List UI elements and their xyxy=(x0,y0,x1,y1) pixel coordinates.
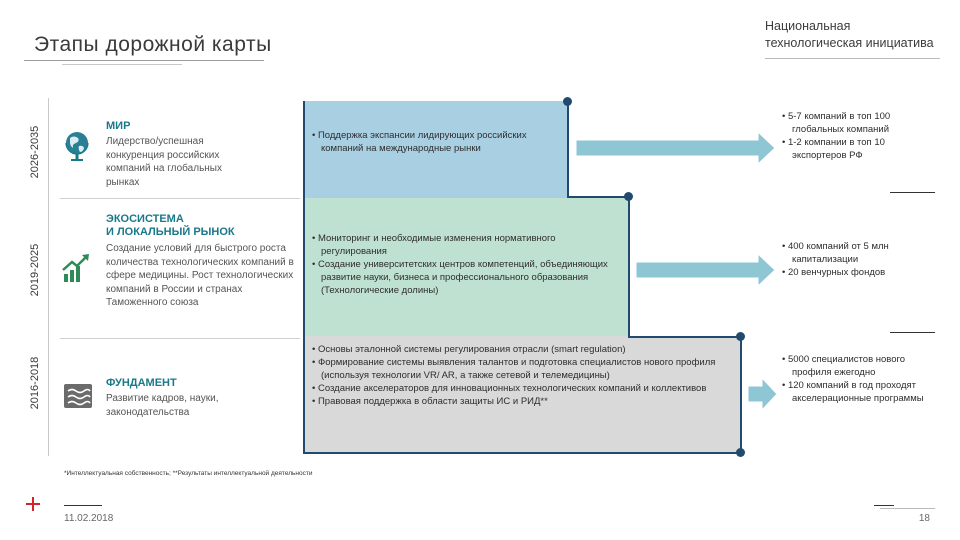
footnote: *Интеллектуальная собственность; **Результаты интеллектуальной деятельности xyxy=(64,470,313,477)
row-heading-foundation: ФУНДАМЕНТ xyxy=(106,377,177,389)
result-item: • 400 компаний от 5 млн капитализации xyxy=(782,241,889,265)
title-underline xyxy=(24,60,264,61)
bullet-item: • Мониторинг и необходимые изменения нормативного регулирования xyxy=(312,233,556,257)
step-line xyxy=(303,101,305,453)
brand-logo-text xyxy=(765,18,934,52)
period-label-2016-2018: 2016-2018 xyxy=(29,356,41,410)
period-label-2019-2025: 2019-2025 xyxy=(29,243,41,297)
footer-line xyxy=(64,505,102,506)
page-number: 18 xyxy=(918,513,930,524)
bullet-item: • Создание университетских центров компетенций, объединяющих развитие науки, бизнеса и профессионального образования (Технологические долины) xyxy=(312,259,608,296)
bullet-item: • Правовая поддержка в области защиты ИС и РИД** xyxy=(312,396,548,407)
row-heading-ecosystem-line2: И ЛОКАЛЬНЫЙ РЫНОК xyxy=(106,226,235,238)
period-label-2026-2035: 2026-2035 xyxy=(29,125,41,179)
arrow-right-icon xyxy=(576,132,776,164)
result-item: • 20 венчурных фондов xyxy=(782,267,886,278)
arrow-right-icon xyxy=(748,378,778,410)
results-ecosystem xyxy=(782,240,940,279)
step-line xyxy=(628,336,742,338)
row-separator xyxy=(60,198,300,199)
result-item: • 5000 специалистов нового профиля ежегодно xyxy=(782,354,906,378)
row-heading-ecosystem xyxy=(106,213,235,239)
page-title: Этапы дорожной карты xyxy=(34,33,272,56)
period-axis-line xyxy=(48,98,49,456)
step-dot xyxy=(624,192,633,201)
stage-bullets-ecosystem xyxy=(312,232,612,297)
results-foundation xyxy=(782,353,940,405)
results-divider xyxy=(890,192,935,193)
step-line xyxy=(567,196,630,198)
row-description-world: Лидерство/успешная конкуренция российских компаний на глобальных рынках xyxy=(106,136,222,188)
brand-line-2: технологическая инициатива xyxy=(765,36,934,50)
brand-underline xyxy=(765,58,940,59)
footer-line xyxy=(880,508,935,509)
step-line xyxy=(628,196,630,338)
brand-line-1: Национальная xyxy=(765,19,851,33)
row-separator xyxy=(60,338,300,339)
row-description-ecosystem: Создание условий для быстрого роста количества технологических компаний в сфере медицины. Рост технологических компаний в России и странах Таможенного союза xyxy=(106,243,294,308)
result-item: • 5-7 компаний в топ 100 глобальных компаний xyxy=(782,111,891,135)
stage-bullets-world xyxy=(312,129,552,155)
step-line xyxy=(303,452,741,454)
footer-date: 11.02.2018 xyxy=(64,513,114,524)
bullet-item: • Формирование системы выявления талантов и подготовка специалистов нового профиля (используя технологии VR/ AR, а также сетевой и телемедицины) xyxy=(312,357,716,381)
foundation-icon xyxy=(60,378,96,414)
step-dot xyxy=(736,448,745,457)
bullet-item: • Основы эталонной системы регулирования отрасли (smart regulation) xyxy=(312,344,626,355)
results-divider xyxy=(890,332,935,333)
row-heading-ecosystem-line1: ЭКОСИСТЕМА xyxy=(106,213,184,225)
globe-icon xyxy=(60,128,96,164)
row-heading-world: МИР xyxy=(106,120,131,132)
footer-line xyxy=(874,505,894,506)
bullet-item: • Создание акселераторов для инновационных технологических компаний и коллективов xyxy=(312,383,707,394)
result-item: • 120 компаний в год проходят акселерационные программы xyxy=(782,380,924,404)
plus-icon xyxy=(26,497,40,511)
arrow-right-icon xyxy=(636,254,776,286)
growth-chart-icon xyxy=(60,250,96,286)
row-description-foundation: Развитие кадров, науки, законодательства xyxy=(106,393,219,418)
result-item: • 1-2 компании в топ 10 экспортеров РФ xyxy=(782,137,885,161)
stage-bullets-foundation xyxy=(312,343,732,408)
step-line xyxy=(567,101,569,198)
bullet-item: • Поддержка экспансии лидирующих российских компаний на международные рынки xyxy=(312,130,527,154)
results-world xyxy=(782,110,940,162)
step-line xyxy=(740,336,742,454)
step-dot xyxy=(563,97,572,106)
title-underline-secondary xyxy=(62,64,182,65)
step-dot xyxy=(736,332,745,341)
